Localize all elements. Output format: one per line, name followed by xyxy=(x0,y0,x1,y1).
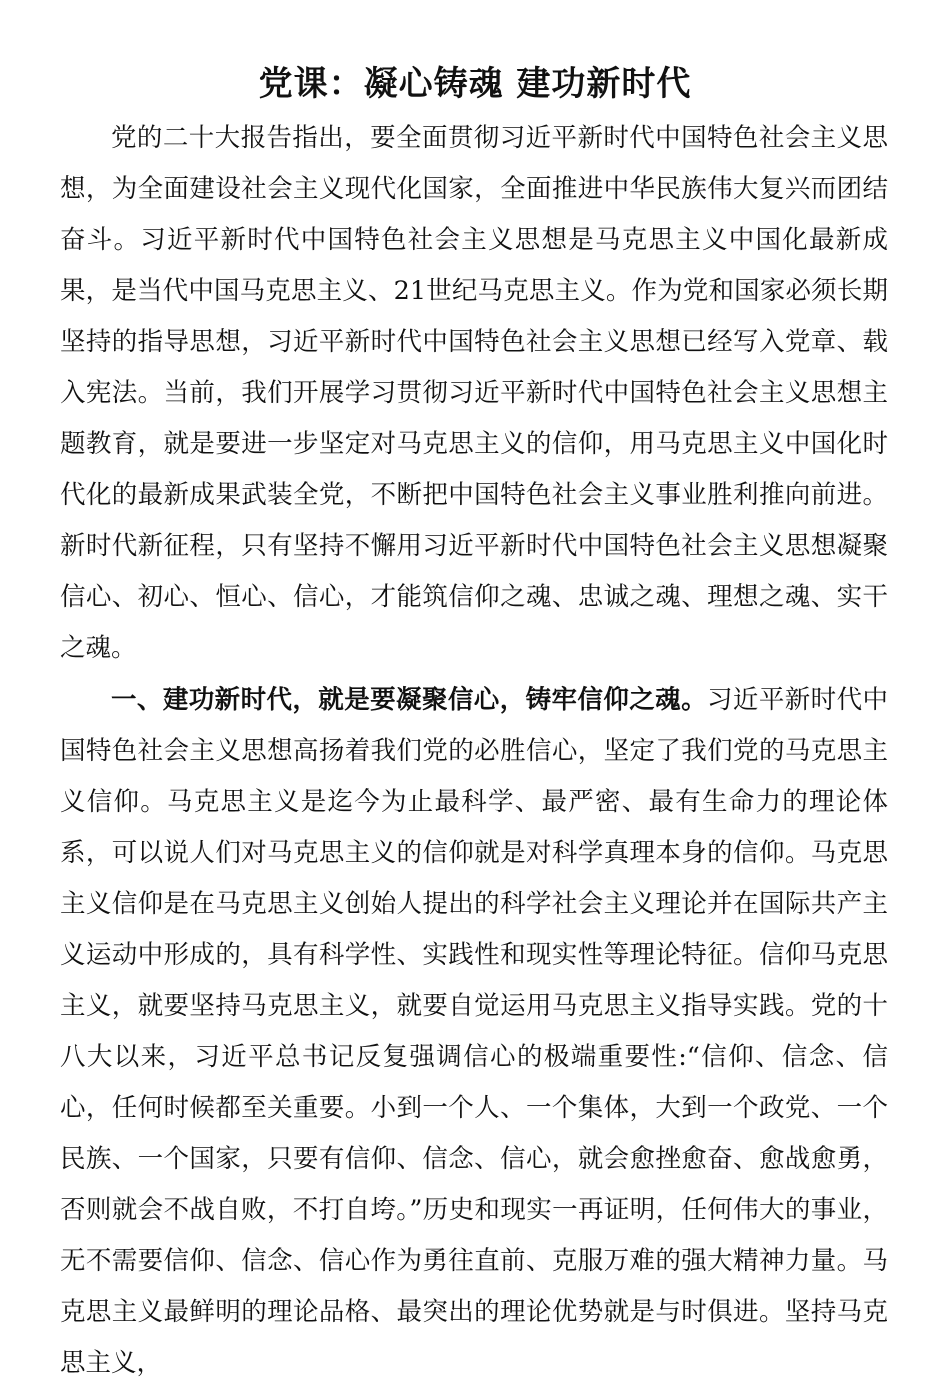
paragraph-section-one xyxy=(60,675,888,1389)
document-body xyxy=(60,113,888,1389)
document-title: 党课：凝心铸魂 建功新时代 xyxy=(258,64,692,104)
paragraph-intro xyxy=(60,113,888,675)
paragraph-text: 习近平新时代中国特色社会主义思想高扬着我们党的必胜信心，坚定了我们党的马克思主义信仰。马克思主义是迄今为止最科学、最严密、最有生命力的理论体系，可以说人们对马克思主义的信仰就是对科学真理本身的信仰。马克思主义信仰是在马克思主义创始人提出的科学社会主义理论并在国际共产主义运动中形成的，具有科学性、实践性和现实性等理论特征。信仰马克思主义，就要坚持马克思主义，就要自觉运用马克思主义指导实践。党的十八大以来，习近平总书记反复强调信心的极端重要性:“信仰、信念、信心，任何时候都至关重要。小到一个人、一个集体，大到一个政党、一个民族、一个国家，只要有信仰、信念、信心，就会愈挫愈奋、愈战愈勇，否则就会不战自败，不打自垮。”历史和现实一再证明，任何伟大的事业，无不需要信仰、信念、信心作为勇往直前、克服万难的强大精神力量。马克思主义最鲜明的理论品格、最突出的理论优势就是与时俱进。坚持马克思主义， xyxy=(60,684,888,1379)
section-heading: 一、建功新时代，就是要凝聚信心，铸牢信仰之魂。 xyxy=(111,684,707,715)
paragraph-text: 党的二十大报告指出，要全面贯彻习近平新时代中国特色社会主义思想，为全面建设社会主义现代化国家，全面推进中华民族伟大复兴而团结奋斗。习近平新时代中国特色社会主义思想是马克思主义中国化最新成果，是当代中国马克思主义、21世纪马克思主义。作为党和国家必须长期坚持的指导思想，习近平新时代中国特色社会主义思想已经写入党章、载入宪法。当前，我们开展学习贯彻习近平新时代中国特色社会主义思想主题教育，就是要进一步坚定对马克思主义的信仰，用马克思主义中国化时代化的最新成果武装全党，不断把中国特色社会主义事业胜利推向前进。新时代新征程，只有坚持不懈用习近平新时代中国特色社会主义思想凝聚信心、初心、恒心、信心，才能筑信仰之魂、忠诚之魂、理想之魂、实干之魂。 xyxy=(60,123,888,664)
